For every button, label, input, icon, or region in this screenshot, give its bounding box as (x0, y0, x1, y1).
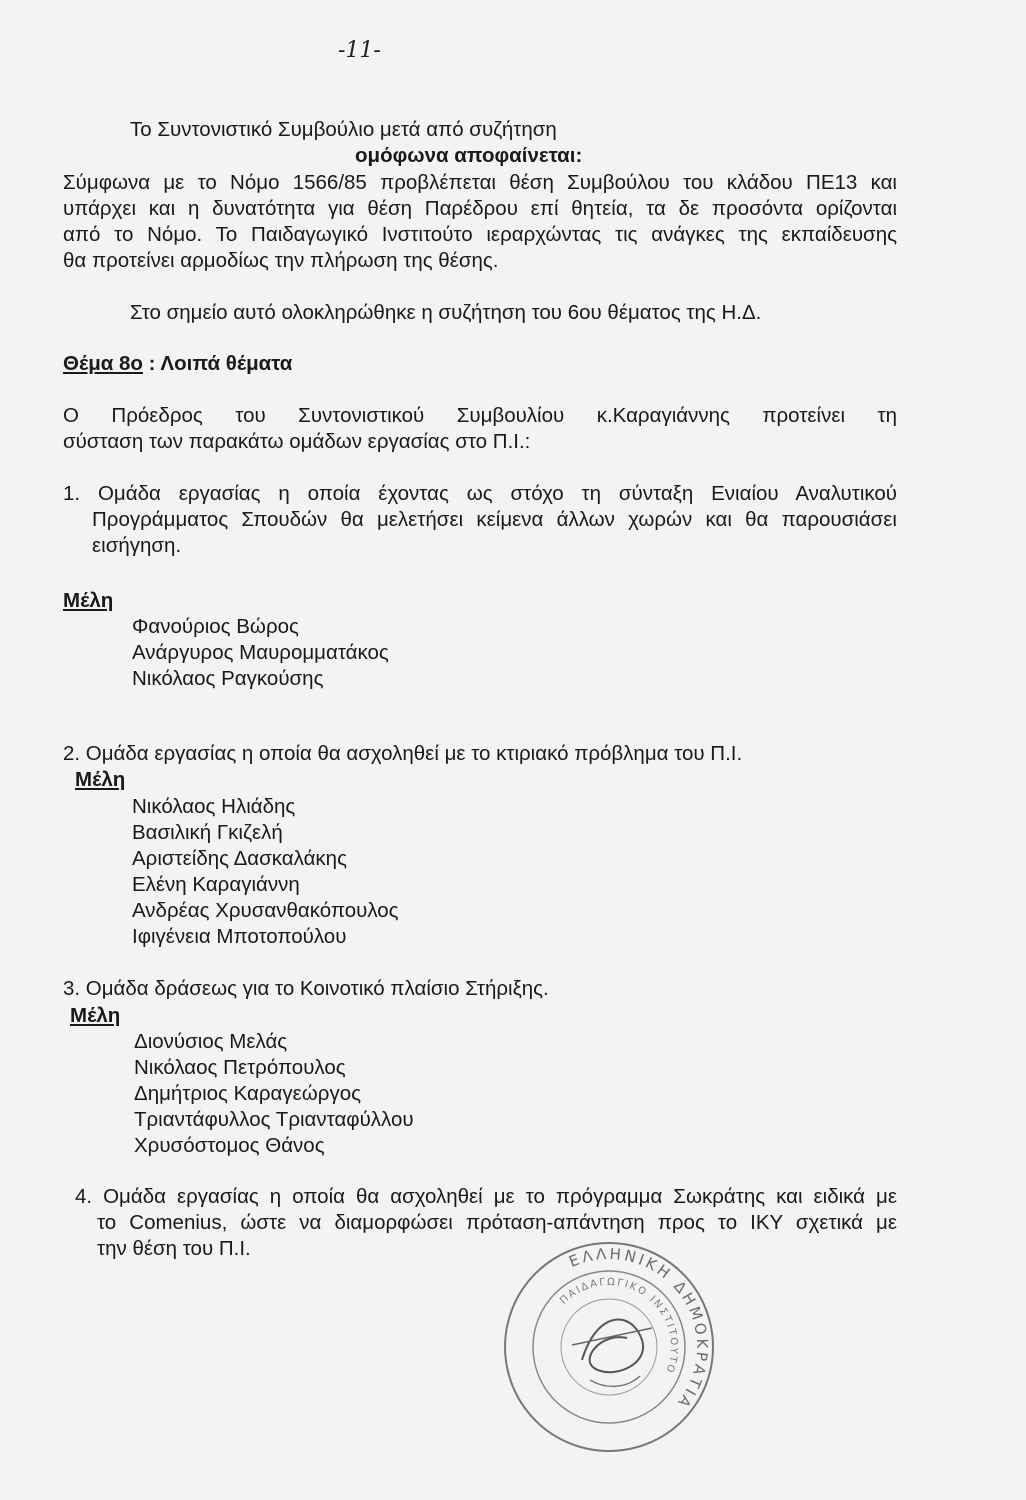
member-name: Τριαντάφυλλος Τριανταφύλλου (134, 1108, 414, 1131)
svg-text:ΕΛΛΗΝΙΚΗ ΔΗΜΟΚΡΑΤΙΑ (566, 1245, 711, 1413)
stamp-outer-text: ΕΛΛΗΝΙΚΗ ΔΗΜΟΚΡΑΤΙΑ (566, 1244, 712, 1413)
member-name: Φανούριος Βώρος (132, 615, 299, 638)
proposal-line: Ο Πρόεδρος του Συντονιστικού Συμβουλίου κ.Καραγιάννης προτείνει τη (63, 404, 897, 427)
group-1-line: 1. Ομάδα εργασίας η οποία έχοντας ως στόχο τη σύνταξη Ενιαίου Αναλυτικού (63, 482, 897, 505)
proposal-line: σύσταση των παρακάτω ομάδων εργασίας στο Π.Ι.: (63, 430, 531, 453)
member-name: Νικόλαος Ηλιάδης (132, 795, 296, 818)
group-1-line: εισήγηση. (92, 534, 182, 557)
members-label: Μέλη (70, 1004, 121, 1027)
official-stamp-icon (502, 1240, 716, 1454)
page-number: -11- (338, 38, 381, 63)
decision-heading: ομόφωνα αποφαίνεται: (355, 144, 583, 167)
stamp-inner-text: ΠΑΙΔΑΓΩΓΙΚΟ ΙΝΣΤΙΤΟΥΤΟ (558, 1276, 680, 1376)
paragraph-line: υπάρχει και η δυνατότητα για θέση Παρέδρου επί θητεία, τα δε προσόντα ορίζονται (63, 197, 897, 220)
member-name: Βασιλική Γκιζελή (132, 821, 283, 844)
paragraph-line: από το Νόμο. Το Παιδαγωγικό Ινστιτούτο ιεραρχώντας τις ανάγκες της εκπαίδευσης (63, 223, 897, 246)
group-3-line: 3. Ομάδα δράσεως για το Κοινοτικό πλαίσιο Στήριξης. (63, 977, 549, 1000)
group-4-line: 4. Ομάδα εργασίας η οποία θα ασχοληθεί με το πρόγραμμα Σωκράτης και ειδικά με (75, 1185, 897, 1208)
paragraph-line: Σύμφωνα με το Νόμο 1566/85 προβλέπεται θέση Συμβούλου του κλάδου ΠΕ13 και (63, 171, 897, 194)
members-label: Μέλη (63, 589, 114, 612)
topic-label: Θέμα 8ο (63, 352, 143, 375)
group-2-line: 2. Ομάδα εργασίας η οποία θα ασχοληθεί με το κτιριακό πρόβλημα του Π.Ι. (63, 742, 743, 765)
member-name: Ανδρέας Χρυσανθακόπουλος (132, 899, 399, 922)
group-4-line: την θέση του Π.Ι. (97, 1237, 251, 1260)
member-name: Ανάργυρος Μαυρομματάκος (132, 641, 389, 664)
member-name: Νικόλαος Πετρόπουλος (134, 1056, 346, 1079)
closing-line: Στο σημείο αυτό ολοκληρώθηκε η συζήτηση του 6ου θέματος της Η.Δ. (130, 301, 762, 324)
intro-line: Το Συντονιστικό Συμβούλιο μετά από συζήτηση (130, 118, 557, 141)
topic-heading (63, 351, 292, 377)
paragraph-line: θα προτείνει αρμοδίως την πλήρωση της θέσης. (63, 249, 499, 272)
member-name: Αριστείδης Δασκαλάκης (132, 847, 347, 870)
member-name: Ιφιγένεια Μποτοπούλου (132, 925, 347, 948)
member-name: Δημήτριος Καραγεώργος (134, 1082, 361, 1105)
topic-title: : Λοιπά θέματα (142, 352, 293, 375)
member-name: Διονύσιος Μελάς (134, 1030, 288, 1053)
group-4-line: το Comenius, ώστε να διαμορφώσει πρόταση-απάντηση προς το ΙΚΥ σχετικά με (97, 1211, 897, 1234)
member-name: Χρυσόστομος Θάνος (134, 1134, 325, 1157)
group-1-line: Προγράμματος Σπουδών θα μελετήσει κείμενα άλλων χωρών και θα παρουσιάσει (92, 508, 897, 531)
member-name: Νικόλαος Ραγκούσης (132, 667, 324, 690)
member-name: Ελένη Καραγιάννη (132, 873, 300, 896)
members-label: Μέλη (75, 768, 126, 791)
